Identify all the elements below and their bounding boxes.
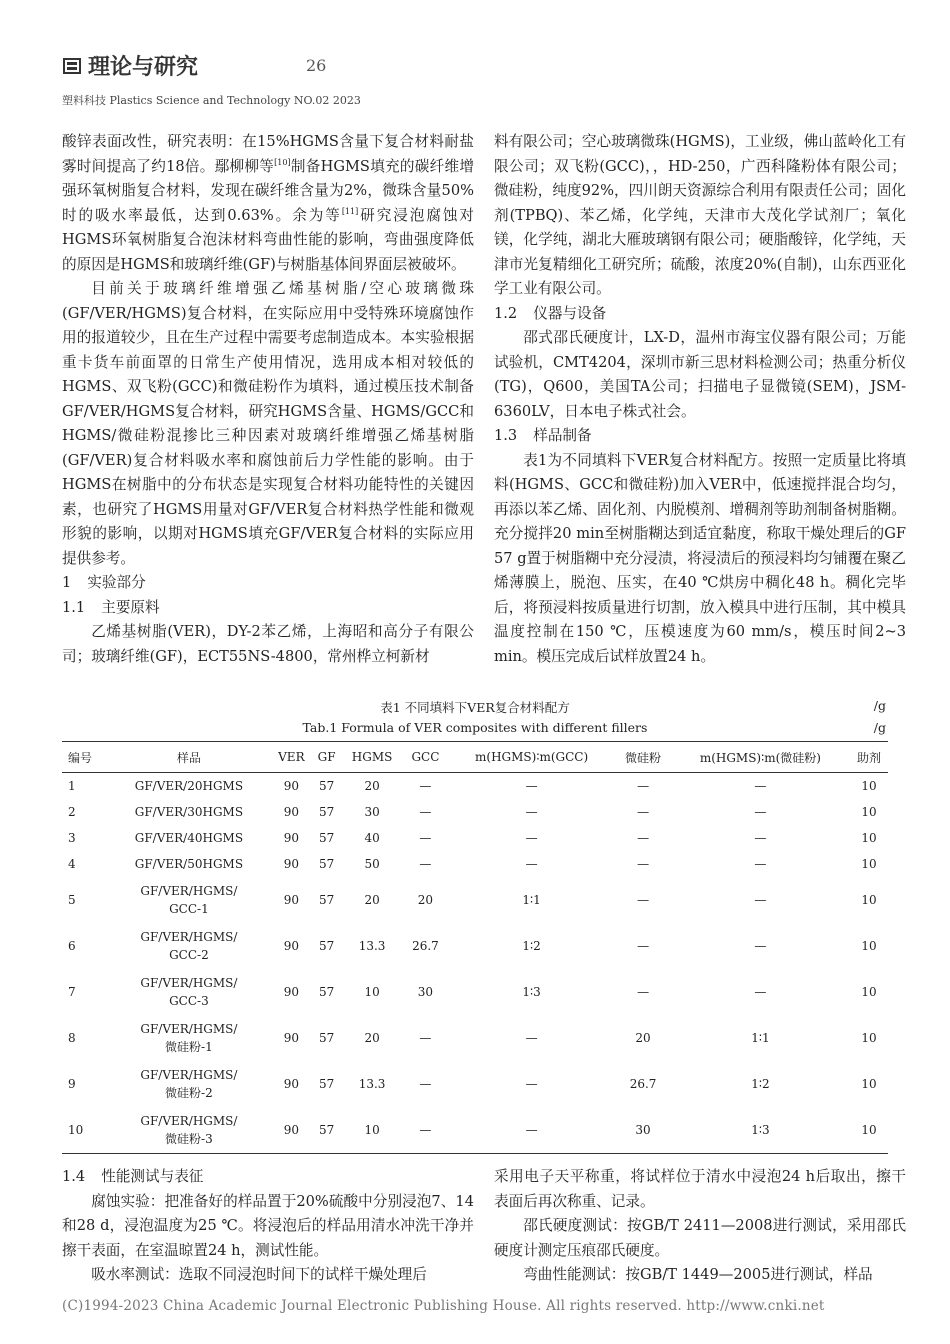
table-cell: 20 xyxy=(364,779,380,793)
table-cell: 57 xyxy=(318,1031,335,1045)
paragraph: 腐蚀实验：把准备好的样品置于20%硫酸中分别浸泡7、14和28 d，浸泡温度为25 ℃。将浸泡后的样品用清水冲洗干净并擦干表面，在室温晾置24 h，测试性能。 xyxy=(62,1192,474,1259)
table-cell: 20 xyxy=(635,1031,651,1045)
paragraph: 邵氏硬度测试：按GB/T 2411—2008进行测试，采用邵氏硬度计测定压痕邵氏硬度。 xyxy=(494,1217,906,1259)
table-row xyxy=(62,1015,888,1061)
column-header: 样品 xyxy=(107,742,271,773)
table-cell: 1∶3 xyxy=(671,1107,850,1154)
table-caption-en: Tab.1 Formula of VER composites with different fillers xyxy=(302,720,648,735)
table-cell: 13.3 xyxy=(358,1077,386,1091)
table-cell: — xyxy=(419,831,432,845)
table-cell: — xyxy=(637,857,650,871)
table-row xyxy=(62,1107,888,1154)
column-header: 微硅粉 xyxy=(615,742,670,773)
table-cell: — xyxy=(525,779,538,793)
table-cell: — xyxy=(525,857,538,871)
table-cell: 90 xyxy=(283,779,300,793)
table-cell: 8 xyxy=(68,1031,76,1045)
table-cell: 10 xyxy=(861,1031,877,1045)
paragraph: 弯曲性能测试：按GB/T 1449—2005进行测试，样品 xyxy=(523,1266,873,1283)
table-cell: 1 xyxy=(68,779,76,793)
table-cell: 57 xyxy=(318,985,335,999)
table-cell: 90 xyxy=(283,1077,300,1091)
table-cell: 20 xyxy=(364,1031,380,1045)
table-cell: GF/VER/HGMS/ GCC-3 xyxy=(140,976,238,1008)
table-cell: — xyxy=(754,893,767,907)
left-column xyxy=(62,130,474,669)
table-cell: 90 xyxy=(283,831,300,845)
table-cell: 1∶2 xyxy=(751,1077,770,1091)
table-cell: 1∶2 xyxy=(522,939,541,953)
table-cell: — xyxy=(637,939,650,953)
table-cell: 26.7 xyxy=(412,939,439,953)
table-row xyxy=(62,877,888,923)
citation[interactable]: [11] xyxy=(341,206,359,216)
table-cell: 90 xyxy=(283,805,300,819)
table-cell: 4 xyxy=(68,857,76,871)
table-cell: — xyxy=(525,805,538,819)
table-cell: 1∶3 xyxy=(522,985,541,999)
table-cell: 2 xyxy=(68,805,76,819)
table-cell: 30 xyxy=(615,1107,670,1154)
table-cell: 10 xyxy=(364,985,380,999)
table-unit: /g xyxy=(873,698,886,713)
table-header-row xyxy=(62,742,888,773)
table-cell: — xyxy=(637,985,650,999)
section-heading: 1 实验部分 xyxy=(62,574,146,591)
table-caption-cn: 表1 不同填料下VER复合材料配方 xyxy=(380,700,570,715)
table-cell: GF/VER/HGMS/ 微硅粉-1 xyxy=(140,1022,238,1054)
subsection-heading: 1.1 主要原料 xyxy=(62,598,160,616)
table-cell: 1∶1 xyxy=(522,893,541,907)
table-cell: — xyxy=(419,779,432,793)
table-cell: 26.7 xyxy=(629,1077,657,1091)
table-cell: 90 xyxy=(283,939,300,953)
subsection-heading: 1.3 样品制备 xyxy=(494,427,592,444)
table-cell: 10 xyxy=(341,1107,403,1154)
section-title xyxy=(62,50,198,81)
table-cell: 13.3 xyxy=(358,939,386,953)
table-cell: 10 xyxy=(861,779,877,793)
table-cell: GF/VER/30HGMS xyxy=(134,805,244,819)
paragraph: 乙烯基树脂(VER)，DY-2苯乙烯，上海昭和高分子有限公司；玻璃纤维(GF)，ECT55NS-4800，常州桦立柯新材 xyxy=(62,623,474,665)
table-cell: 57 xyxy=(318,805,335,819)
copyright-footer: (C)1994-2023 China Academic Journal Electronic Publishing House. All rights reserved. http://www.cnki.net xyxy=(62,1298,825,1314)
paragraph: 吸水率测试：选取不同浸泡时间下的试样干燥处理后 xyxy=(91,1266,427,1283)
table-row xyxy=(62,1061,888,1107)
table-cell: 10 xyxy=(861,985,877,999)
table-cell: 10 xyxy=(850,1107,888,1154)
table-cell: 30 xyxy=(417,985,434,999)
bottom-right-column xyxy=(494,1165,906,1288)
table-cell: — xyxy=(637,779,650,793)
table-cell: GF/VER/HGMS/ 微硅粉-3 xyxy=(107,1107,271,1154)
table-cell: 57 xyxy=(318,857,335,871)
table-cell: — xyxy=(754,939,767,953)
bottom-left-column xyxy=(62,1165,474,1288)
paragraph: 目前关于玻璃纤维增强乙烯基树脂/空心玻璃微珠(GF/VER/HGMS)复合材料，在实际应用中受特殊环境腐蚀作用的报道较少，且在生产过程中需要考虑制造成本。本实验根据重卡货车前面罩的日常生产使用情况，选用成本相对较低的HGMS、双飞粉(GCC)和微硅粉作为填料，通过模压技术制备GF/VER/HGMS复合材料，研究HGMS含量、HGMS/GCC和HGMS/微硅粉混掺比三种因素对玻璃纤维增强乙烯基树脂(GF/VER)复合材料吸水率和腐蚀前后力学性能的影响。由于HGMS在树脂中的分布状态是实现复合材料功能特性的关键因素，也研究了HGMS用量对GF/VER复合材料热学性能和微观形貌的影响，以期对HGMS填充GF/VER复合材料的实际应用提供参考。 xyxy=(62,280,474,567)
table-row xyxy=(62,825,888,851)
table-cell: 10 xyxy=(861,939,877,953)
table-cell: — xyxy=(754,805,767,819)
book-icon xyxy=(62,56,82,76)
column-header: 助剂 xyxy=(850,742,888,773)
table-cell: 57 xyxy=(318,893,335,907)
table-cell: 57 xyxy=(312,1107,341,1154)
table-cell: — xyxy=(525,1077,538,1091)
table-cell: 6 xyxy=(68,939,76,953)
table-cell: — xyxy=(525,831,538,845)
table-cell: 20 xyxy=(417,893,434,907)
page-number: 26 xyxy=(306,56,327,75)
formula-table xyxy=(62,741,888,1154)
table-cell: 90 xyxy=(283,985,300,999)
column-header: m(HGMS)∶m(微硅粉) xyxy=(671,742,850,773)
table-cell: 57 xyxy=(318,831,335,845)
table-cell: GF/VER/HGMS/ GCC-2 xyxy=(140,930,238,962)
table-cell: 5 xyxy=(68,893,76,907)
table-cell: — xyxy=(754,985,767,999)
table-cell: GF/VER/50HGMS xyxy=(134,857,244,871)
table-cell: 7 xyxy=(68,985,76,999)
right-column xyxy=(494,130,906,669)
table-cell: 3 xyxy=(68,831,76,845)
table-cell: — xyxy=(525,1031,538,1045)
table-row xyxy=(62,799,888,825)
table-row xyxy=(62,923,888,969)
table-cell: — xyxy=(403,1107,448,1154)
table-cell: — xyxy=(637,893,650,907)
paragraph: 料有限公司；空心玻璃微珠(HGMS)，工业级，佛山蓝岭化工有限公司；双飞粉(GCC)，，HD-250，广西科隆粉体有限公司；微硅粉，纯度92%，四川朗天资源综合利用有限责任公司；固化剂(TPBQ)、苯乙烯，化学纯，天津市大茂化学试剂厂；氧化镁，化学纯，湖北大雁玻璃钢有限公司；硬脂酸锌，化学纯，天津市光复精细化工研究所；硫酸，浓度20%(自制)，山东西亚化学工业有限公司。 xyxy=(494,133,906,297)
table-cell: 10 xyxy=(861,1077,877,1091)
column-header: GF xyxy=(312,742,341,773)
column-header: HGMS xyxy=(341,742,403,773)
column-header: m(HGMS)∶m(GCC) xyxy=(448,742,616,773)
table-cell: 30 xyxy=(364,805,380,819)
paragraph: 表1为不同填料下VER复合材料配方。按照一定质量比将填料(HGMS、GCC和微硅粉)加入VER中，低速搅拌混合均匀，再添以苯乙烯、固化剂、内脱模剂、增稠剂等助剂制备树脂糊。充分搅拌20 min至树脂糊达到适宜黏度，称取干燥处理后的GF 57 g置于树脂糊中充分浸渍，将浸渍后的预浸料均匀铺覆在聚乙烯薄膜上，脱泡、压实，在40 ℃烘房中稠化48 h。稠化完毕后，将预浸料按质量进行切割，放入模具中进行压制，其中模具温度控制在150 ℃，压模速度为60 mm/s，模压时间2~3 min。模压完成后试样放置24 h。 xyxy=(494,451,906,665)
table-cell: 9 xyxy=(68,1077,76,1091)
paragraph: 采用电子天平称重，将试样位于清水中浸泡24 h后取出，擦干表面后再次称重、记录。 xyxy=(494,1168,906,1210)
table-row xyxy=(62,773,888,800)
table-cell: — xyxy=(754,831,767,845)
table-cell: 90 xyxy=(271,1107,312,1154)
table-cell: GF/VER/20HGMS xyxy=(134,779,244,793)
table-cell: 20 xyxy=(364,893,380,907)
table-row xyxy=(62,851,888,877)
paragraph: 邵式邵氏硬度计，LX-D，温州市海宝仪器有限公司；万能试验机，CMT4204，深圳市新三思材料检测公司；热重分析仪(TG)，Q600，美国TA公司；扫描电子显微镜(SEM)，JSM-6360LV，日本电子株式社会。 xyxy=(494,329,906,420)
table-cell: — xyxy=(754,857,767,871)
table-cell: GF/VER/HGMS/ GCC-1 xyxy=(140,884,238,916)
table-cell: — xyxy=(419,857,432,871)
table-cell: 1∶1 xyxy=(751,1031,770,1045)
table-cell: — xyxy=(637,831,650,845)
citation[interactable]: [10] xyxy=(274,157,291,167)
table-cell: 90 xyxy=(283,1031,300,1045)
column-header: VER xyxy=(271,742,312,773)
table-cell: 57 xyxy=(318,939,335,953)
table-unit: /g xyxy=(873,720,886,735)
column-header: 编号 xyxy=(62,742,107,773)
table-cell: — xyxy=(754,779,767,793)
table-cell: 10 xyxy=(861,893,877,907)
paragraph: 酸锌表面改性，研究表明：在15%HGMS含量下复合材料耐盐雾时间提高了约18倍。鄢柳柳等[10]制备HGMS填充的碳纤维增强环氧树脂复合材料，发现在碳纤维含量为2%，微珠含量50%时的吸水率最低，达到0.63%。余为等[11]研究浸泡腐蚀对HGMS环氧树脂复合泡沫材料弯曲性能的影响，弯曲强度降低的原因是HGMS和玻璃纤维(GF)与树脂基体间界面层被破坏。 xyxy=(62,133,475,273)
subsection-heading: 1.4 性能测试与表征 xyxy=(62,1168,204,1185)
subsection-heading: 1.2 仪器与设备 xyxy=(494,304,607,322)
table-cell: 50 xyxy=(364,857,380,871)
column-header: GCC xyxy=(403,742,448,773)
table-cell: 10 xyxy=(62,1107,107,1154)
table-cell: — xyxy=(448,1107,616,1154)
journal-line: 塑料科技 Plastics Science and Technology NO.02 2023 xyxy=(62,94,361,107)
table-cell: 10 xyxy=(861,805,877,819)
table-cell: 10 xyxy=(861,831,877,845)
table-cell: 90 xyxy=(283,857,300,871)
table-row xyxy=(62,969,888,1015)
table-cell: — xyxy=(419,805,432,819)
table-cell: GF/VER/40HGMS xyxy=(134,831,244,845)
table-cell: 40 xyxy=(364,831,380,845)
table-cell: 10 xyxy=(861,857,877,871)
table-cell: — xyxy=(419,1031,432,1045)
table-cell: 57 xyxy=(318,1077,335,1091)
table-cell: — xyxy=(419,1077,432,1091)
table-cell: 90 xyxy=(283,893,300,907)
table-body xyxy=(62,773,888,1154)
section-label: 理论与研究 xyxy=(88,55,199,80)
table-cell: GF/VER/HGMS/ 微硅粉-2 xyxy=(140,1068,238,1100)
table-cell: — xyxy=(637,805,650,819)
table-cell: 57 xyxy=(318,779,335,793)
